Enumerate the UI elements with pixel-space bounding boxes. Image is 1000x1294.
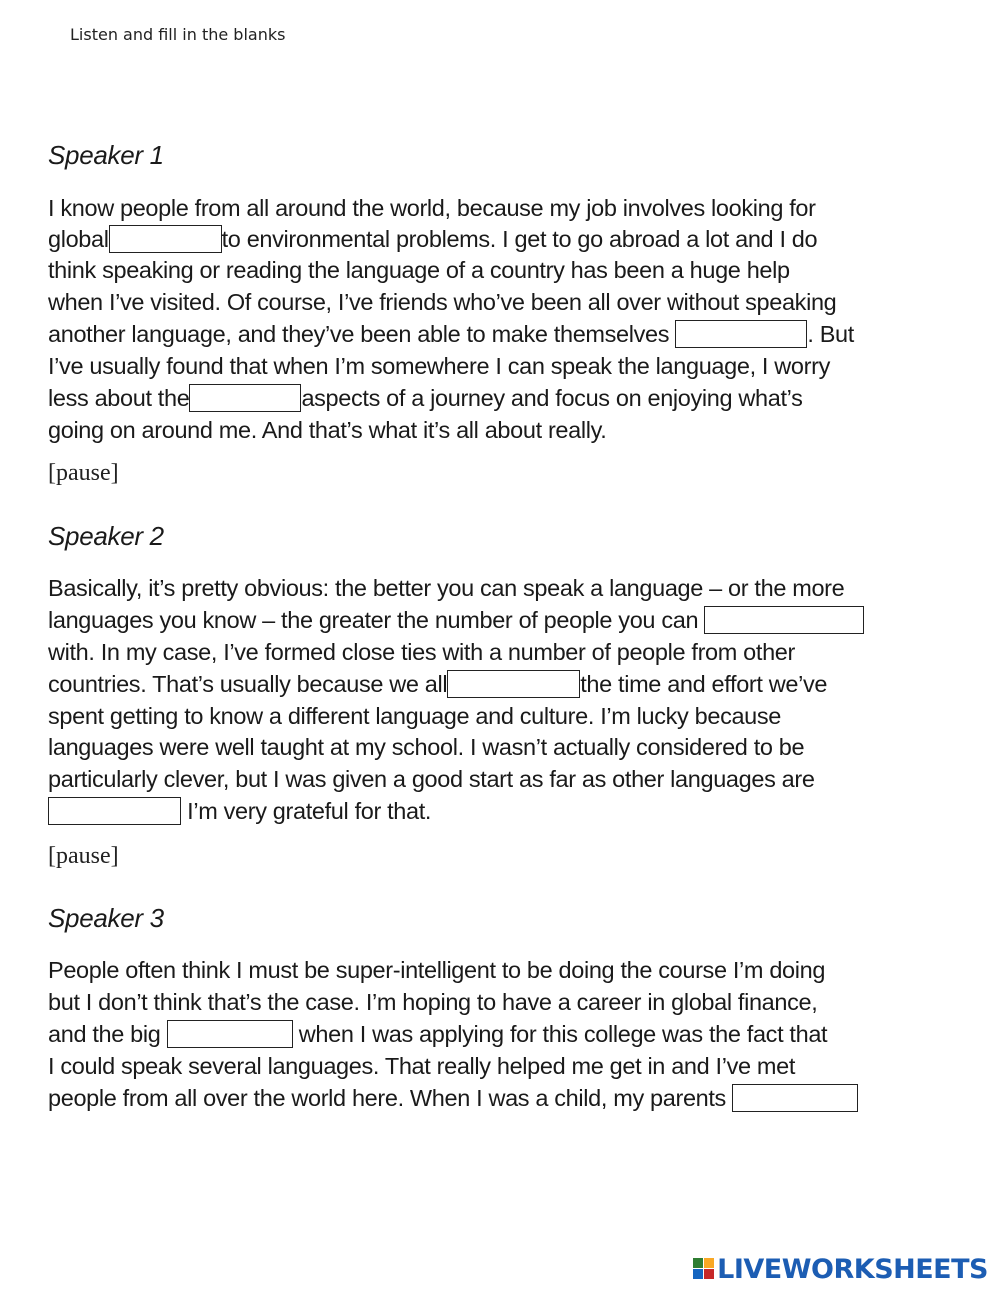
text-line: I’ve usually found that when I’m somewhere I can speak the language, I worry <box>48 353 830 379</box>
text-line: but I don’t think that’s the case. I’m hoping to have a career in global finance, <box>48 989 818 1015</box>
text-line: less about the aspects of a journey and focus on enjoying what’s <box>48 385 803 411</box>
liveworksheets-logo <box>693 1252 988 1286</box>
instruction-text: Listen and fill in the blanks <box>70 25 286 44</box>
pause-marker: [pause] <box>48 843 119 869</box>
speaker-heading: Speaker 1 <box>48 140 164 170</box>
text-line: with. In my case, I’ve formed close ties with a number of people from other <box>48 639 795 665</box>
speaker-3-section <box>48 903 978 1111</box>
speaker-2-section <box>48 521 978 869</box>
text-line: spent getting to know a different language and culture. I’m lucky because <box>48 703 782 729</box>
text-line: People often think I must be super-intelligent to be doing the course I’m doing <box>48 957 826 983</box>
text-line: Basically, it’s pretty obvious: the better you can speak a language – or the more <box>48 575 845 601</box>
answer-blank-3[interactable] <box>189 384 301 412</box>
answer-blank-5[interactable] <box>447 670 580 698</box>
text-line: think speaking or reading the language of a country has been a huge help <box>48 257 790 283</box>
pause-marker: [pause] <box>48 460 119 486</box>
text-line: languages were well taught at my school. I wasn’t actually considered to be <box>48 734 805 760</box>
speaker-heading: Speaker 3 <box>48 903 164 933</box>
text-line: I’m very grateful for that. <box>48 796 431 826</box>
speaker-1-section <box>48 140 978 486</box>
text-line: particularly clever, but I was given a good start as far as other languages are <box>48 766 815 792</box>
text-line: going on around me. And that’s what it’s all about really. <box>48 417 607 443</box>
liveworksheets-logo-icon <box>693 1258 715 1280</box>
answer-blank-8[interactable] <box>732 1084 858 1112</box>
text-line: I could speak several languages. That really helped me get in and I’ve met <box>48 1053 796 1079</box>
text-line: when I’ve visited. Of course, I’ve friends who’ve been all over without speaking <box>48 289 837 315</box>
text-line: countries. That’s usually because we all the time and effort we’ve <box>48 671 828 697</box>
text-line: another language, and they’ve been able to make themselves . But <box>48 321 854 347</box>
answer-blank-4[interactable] <box>704 606 864 634</box>
answer-blank-6[interactable] <box>48 797 181 825</box>
logo-text: LIVEWORKSHEETS <box>717 1253 988 1285</box>
answer-blank-2[interactable] <box>675 320 807 348</box>
text-line: languages you know – the greater the number of people you can <box>48 605 864 635</box>
text-line: global to environmental problems. I get to go abroad a lot and I do <box>48 226 818 252</box>
text-line: people from all over the world here. When I was a child, my parents <box>48 1083 858 1113</box>
text-line: I know people from all around the world, because my job involves looking for <box>48 195 816 221</box>
speaker-heading: Speaker 2 <box>48 521 164 551</box>
answer-blank-7[interactable] <box>167 1020 293 1048</box>
answer-blank-1[interactable] <box>109 225 222 253</box>
text-line: and the big when I was applying for this college was the fact that <box>48 1021 828 1047</box>
